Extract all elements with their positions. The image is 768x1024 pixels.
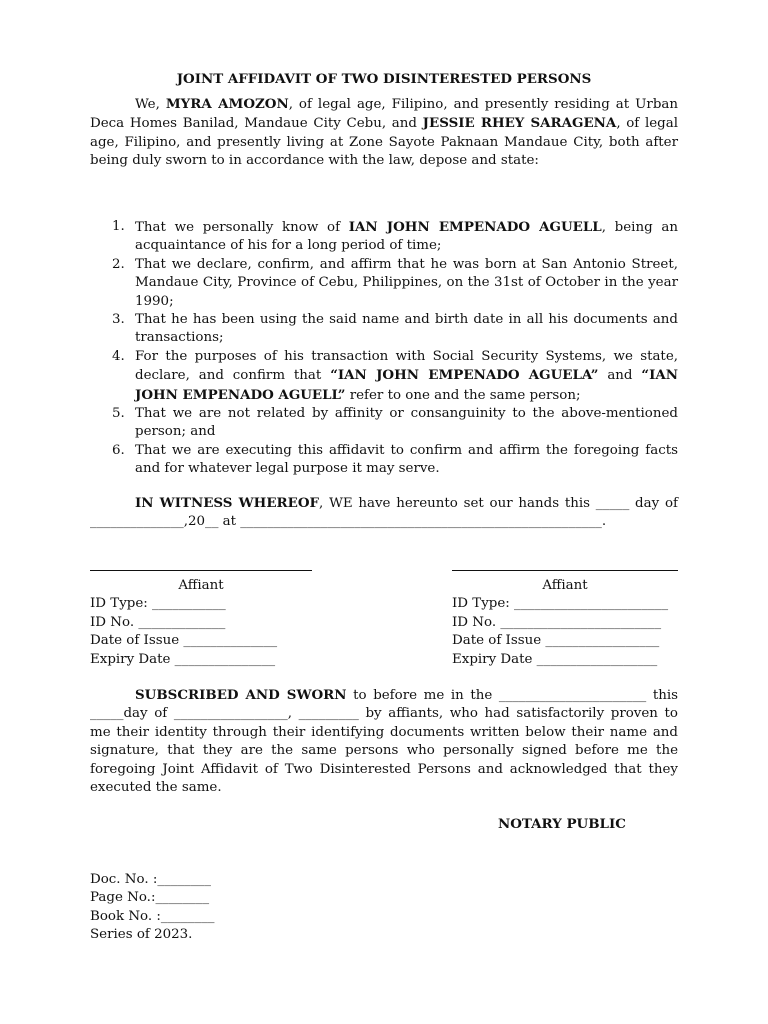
document-title: JOINT AFFIDAVIT OF TWO DISINTERESTED PERSONS [176,71,592,87]
notarial-register-block [90,871,214,945]
notary-public-label: NOTARY PUBLIC [498,816,626,832]
intro-text-2: , of legal age, Filipino, and presently residing at Urban Deca Homes Banilad, Mandaue City Cebu, and [90,97,678,132]
item-text: refer to one and the same person; [345,387,581,403]
witness-text: , WE have hereunto set our hands this _____ day of ______________,20__ at ______________________________________________________. [90,496,678,530]
statement-item [90,348,678,405]
item-text: For the purposes of his transaction with Social Security Systems, we state, declare, and confirm that [135,348,678,384]
statement-item [90,311,678,348]
date-of-issue-field: Date of Issue _________________ [452,633,660,649]
statement-list [90,218,678,479]
affiant-name-1: MYRA AMOZON [165,96,289,112]
intro-text-1: We, [135,97,166,112]
subject-name: IAN JOHN EMPENADO AGUELL [348,219,602,235]
statement-item [90,256,678,311]
jurat-text: to before me in the ______________________ this _____day of _________________, _________ by affiants, who had satisfactorily proven to me their identity through their identifying documents written below their name and signature, that they are the same persons who personally signed before me the foregoing Joint Affidavit of Two Disinterested Persons and acknowledged that they executed the same. [90,688,678,796]
item-number: 1. [112,219,125,234]
expiry-date-field: Expiry Date _______________ [90,651,276,667]
subject-name: “IAN JOHN EMPENADO AGUELL” [135,367,678,403]
statement-item [90,218,678,256]
id-type-field: ID Type: _______________________ [452,596,669,612]
affiant-name-2: JESSIE RHEY SARAGENA [422,115,617,132]
signature-line [90,556,312,571]
signature-line [452,556,678,571]
item-text: and [598,368,642,384]
item-number: 3. [112,312,125,328]
affiant-signature-block-left [90,556,312,669]
item-text: That we are not related by affinity or consanguinity to the above-mentioned person; and [135,406,678,440]
affiant-label: Affiant [542,578,588,593]
witness-paragraph [90,494,678,532]
series-field: Series of 2023. [90,927,193,943]
expiry-date-field: Expiry Date __________________ [452,651,658,667]
intro-text-3: , of legal age, Filipino, and presently living at Zone Sayote Paknaan Mandaue City, both after being duly sworn to in accordance with the law, depose and state: [90,116,678,169]
item-text: That we personally know of [135,220,349,235]
affiant-label: Affiant [178,578,224,593]
jurat-paragraph [90,686,678,797]
item-number: 5. [112,406,125,422]
id-no-field: ID No. _____________ [90,614,226,630]
id-type-field: ID Type: ___________ [90,596,226,612]
date-of-issue-field: Date of Issue ______________ [90,633,278,649]
witness-heading: IN WITNESS WHEREOF [135,495,320,511]
doc-no-field: Doc. No. :________ [90,872,211,887]
item-number: 4. [112,348,125,364]
statement-item [90,405,678,442]
item-text: That we declare, confirm, and affirm that he was born at San Antonio Street, Mandaue City, Province of Cebu, Philippines, on the 31st of October in the year 1990; [135,256,678,309]
item-text: That he has been using the said name and birth date in all his documents and transactions; [135,312,678,346]
jurat-heading: SUBSCRIBED AND SWORN [135,687,347,703]
affiant-signature-block-right [452,556,678,669]
id-no-field: ID No. ________________________ [452,614,662,630]
item-number: 2. [112,256,125,272]
book-no-field: Book No. :________ [90,908,215,924]
item-number: 6. [112,442,125,458]
page-no-field: Page No.:________ [90,890,210,906]
subject-name-variant: “IAN JOHN EMPENADO AGUELA” [330,367,599,384]
item-text: That we are executing this affidavit to confirm and affirm the foregoing facts and for whatever legal purpose it may serve. [135,442,678,477]
item-text: , being an acquaintance of his for a long period of time; [135,220,678,254]
intro-paragraph [90,95,678,171]
statement-item [90,442,678,479]
